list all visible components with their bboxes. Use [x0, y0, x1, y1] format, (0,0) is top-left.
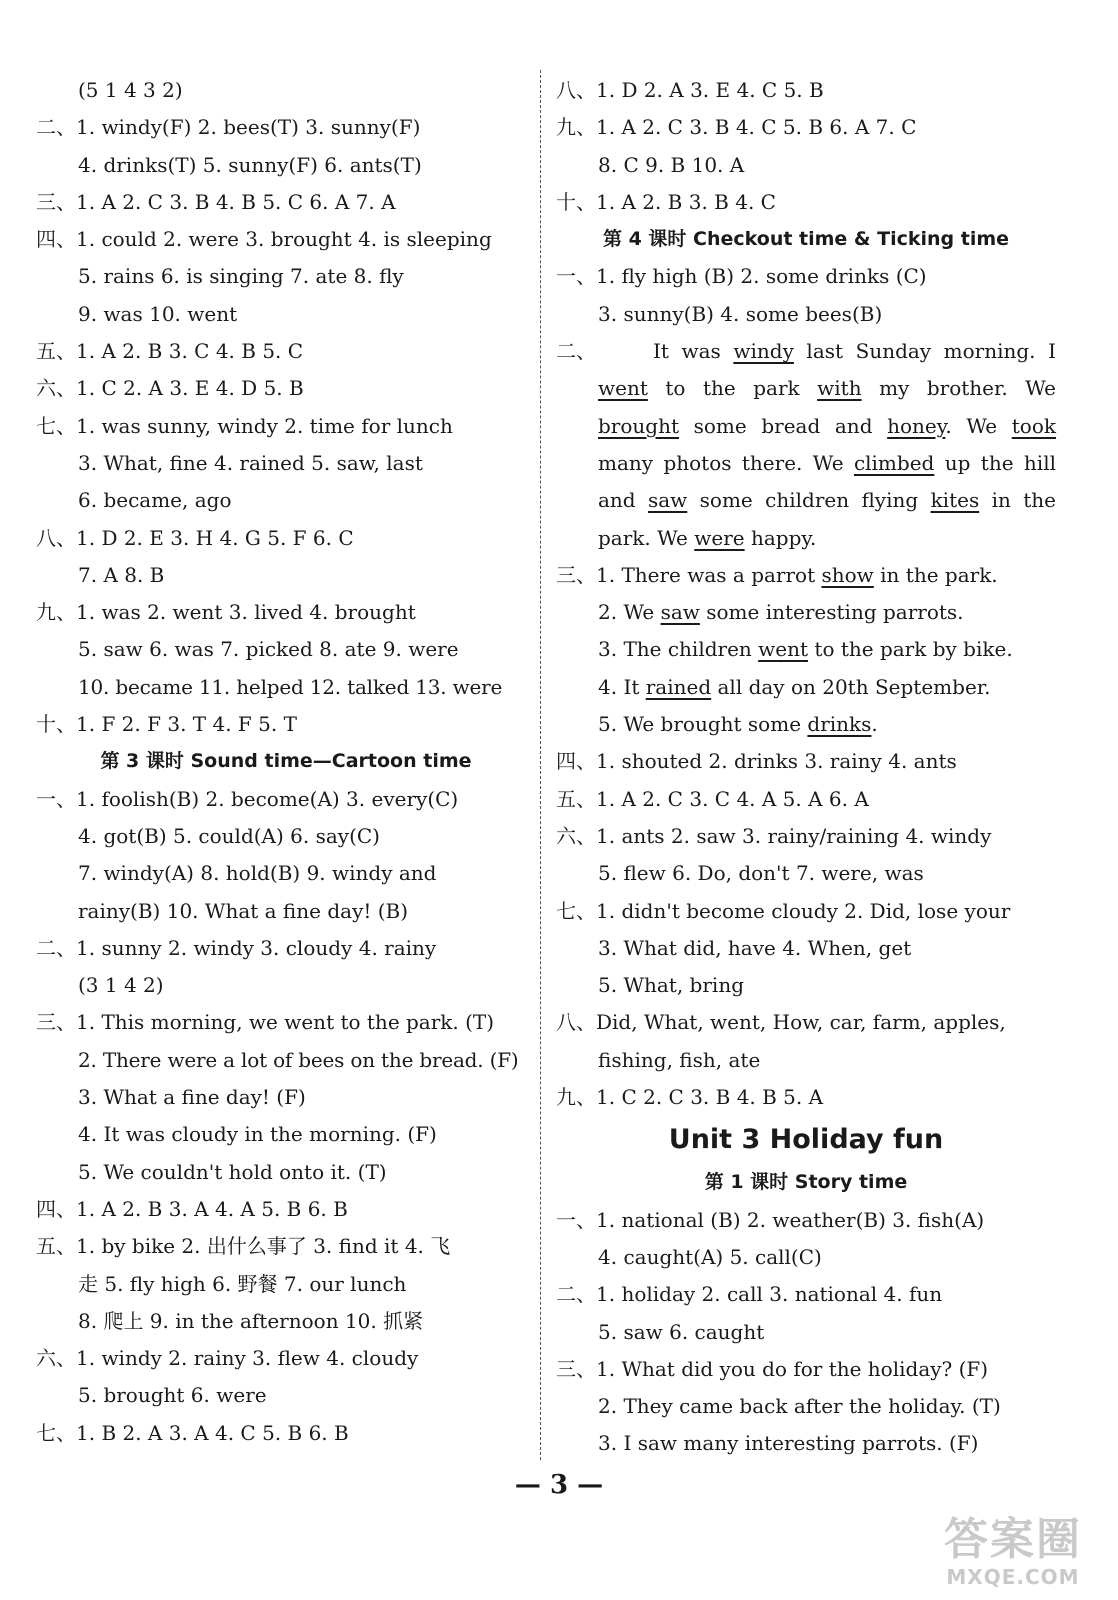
answer-line: [556, 669, 1056, 706]
answer-line: 二、1. sunny 2. windy 3. cloudy 4. rainy: [36, 935, 437, 960]
right-column: [556, 72, 1056, 1463]
underlined-word: windy: [733, 339, 794, 364]
page-number: — 3 —: [514, 1470, 604, 1500]
answer-line: 十、1. F 2. F 3. T 4. F 5. T: [36, 712, 297, 737]
answer-line: 5. What, bring: [598, 973, 744, 998]
text-run: 5. We brought some: [598, 712, 808, 737]
right-bottom-section: [556, 743, 1056, 1462]
answer-line: rainy(B) 10. What a fine day! (B): [78, 898, 409, 923]
answer-line: 五、1. A 2. B 3. C 4. B 5. C: [36, 339, 304, 364]
text-run: some interesting parrots.: [699, 600, 964, 625]
answer-line: 5. brought 6. were: [78, 1383, 267, 1408]
answer-line: 四、1. could 2. were 3. brought 4. is sleeping: [36, 227, 492, 252]
answer-line: 5. saw 6. was 7. picked 8. ate 9. were: [78, 637, 459, 662]
text-run: . We: [945, 413, 1012, 438]
text-run: It was: [653, 339, 734, 364]
underlined-word: took: [1011, 413, 1056, 438]
answer-line: 2. There were a lot of bees on the bread. (F): [78, 1047, 519, 1072]
answer-line: 5. saw 6. caught: [598, 1319, 765, 1344]
answer-line: 三、1. What did you do for the holiday? (F): [556, 1356, 989, 1381]
underlined-word: went: [758, 637, 809, 662]
lesson-heading: 第 4 课时 Checkout time & Ticking time: [602, 228, 1010, 251]
answer-line: 四、1. shouted 2. drinks 3. rainy 4. ants: [556, 749, 957, 774]
answer-line: (5 1 4 3 2): [78, 78, 183, 102]
answer-line: 四、1. A 2. B 3. A 4. A 5. B 6. B: [36, 1196, 348, 1221]
answer-line: [556, 631, 1056, 668]
text-run: last Sunday morning. I: [793, 339, 1057, 364]
answer-line: 六、1. ants 2. saw 3. rainy/raining 4. windy: [556, 823, 992, 848]
answer-line: 10. became 11. helped 12. talked 13. were: [78, 674, 503, 699]
answer-line: 八、Did, What, went, How, car, farm, apples,: [556, 1010, 1006, 1035]
answer-line: 2. They came back after the holiday. (T): [598, 1394, 1001, 1419]
watermark-logo: [918, 1515, 1108, 1595]
underlined-word: climbed: [853, 450, 935, 475]
answer-line: 3. What did, have 4. When, get: [598, 935, 912, 960]
answer-line: 七、1. B 2. A 3. A 4. C 5. B 6. B: [36, 1420, 349, 1445]
answer-line: 7. A 8. B: [78, 562, 165, 587]
answer-line: 七、1. didn't become cloudy 2. Did, lose your: [556, 898, 1011, 923]
answer-line: 一、1. fly high (B) 2. some drinks (C): [556, 264, 927, 289]
answer-line: 三、1. This morning, we went to the park. (T): [36, 1010, 495, 1035]
underlined-word: kites: [930, 488, 980, 513]
answer-line: 九、1. C 2. C 3. B 4. B 5. A: [556, 1085, 824, 1110]
passage-block: [556, 333, 1056, 557]
text-run: all day on 20th September.: [711, 674, 991, 699]
answer-line: 一、1. national (B) 2. weather(B) 3. fish(A): [556, 1207, 985, 1232]
underlined-word: brought: [598, 413, 680, 438]
underlined-word: show: [821, 562, 874, 587]
answer-line: 走 5. fly high 6. 野餐 7. our lunch: [78, 1271, 407, 1296]
answer-line: 二、1. windy(F) 2. bees(T) 3. sunny(F): [36, 115, 421, 140]
text-run: in the park. We: [598, 488, 1056, 550]
underlined-word: with: [817, 376, 862, 401]
answer-line: 五、1. A 2. C 3. C 4. A 5. A 6. A: [556, 786, 869, 811]
answer-line: 8. C 9. B 10. A: [598, 152, 745, 177]
answer-line: 六、1. C 2. A 3. E 4. D 5. B: [36, 376, 304, 401]
underlined-word: were: [694, 525, 745, 550]
answer-line: 5. We couldn't hold onto it. (T): [78, 1159, 387, 1184]
answer-line: 5. rains 6. is singing 7. ate 8. fly: [78, 264, 404, 289]
text-run: my brother. We: [861, 376, 1056, 401]
right-mid-section: [556, 557, 1056, 743]
answer-line: 五、1. by bike 2. 出什么事了 3. find it 4. 飞: [36, 1234, 451, 1259]
left-column: [36, 72, 536, 1452]
underlined-word: drinks: [807, 712, 872, 737]
text-run: some children flying: [687, 488, 931, 513]
watermark-site: MXQE.COM: [946, 1565, 1080, 1589]
answer-line: (3 1 4 2): [78, 973, 164, 998]
text-run: 三、1. There was a parrot: [556, 562, 822, 587]
text-run: many photos there. We: [598, 450, 854, 475]
answer-line: 5. flew 6. Do, don't 7. were, was: [598, 861, 924, 886]
underlined-word: went: [598, 376, 648, 401]
text-run: happy.: [744, 525, 817, 550]
answer-line: 4. caught(A) 5. call(C): [598, 1244, 822, 1269]
answer-line: 二、1. holiday 2. call 3. national 4. fun: [556, 1282, 943, 1307]
watermark-mark: 答案圈: [944, 1514, 1082, 1565]
underlined-word: honey: [887, 413, 946, 438]
answer-line: 8. 爬上 9. in the afternoon 10. 抓紧: [78, 1308, 424, 1333]
answer-line: 3. I saw many interesting parrots. (F): [598, 1431, 979, 1456]
text-run: up the hill and: [598, 450, 1056, 513]
text-run: 3. The children: [598, 637, 759, 662]
answer-line: 9. was 10. went: [78, 301, 238, 326]
right-top-section: [556, 72, 1056, 333]
answer-line: 七、1. was sunny, windy 2. time for lunch: [36, 413, 453, 438]
text-run: .: [871, 712, 878, 737]
answer-line: [556, 594, 1056, 631]
text-run: in the park.: [873, 562, 998, 587]
answer-line: 九、1. A 2. C 3. B 4. C 5. B 6. A 7. C: [556, 115, 917, 140]
answer-line: 3. What, fine 4. rained 5. saw, last: [78, 450, 423, 475]
answer-line: 6. became, ago: [78, 488, 232, 513]
text-run: 2. We: [598, 600, 661, 625]
underlined-word: saw: [660, 600, 700, 625]
answer-line: 九、1. was 2. went 3. lived 4. brought: [36, 600, 416, 625]
answer-line: 八、1. D 2. A 3. E 4. C 5. B: [556, 78, 824, 102]
passage-text: [556, 333, 1056, 557]
lesson-heading: 第 3 课时 Sound time—Cartoon time: [100, 750, 472, 773]
first-line-indent: [598, 339, 653, 363]
underlined-word: rained: [645, 674, 712, 699]
passage-marker: 二、: [556, 339, 596, 364]
answer-line: 3. What a fine day! (F): [78, 1085, 306, 1110]
answer-line: 7. windy(A) 8. hold(B) 9. windy and: [78, 861, 437, 886]
answer-line: fishing, fish, ate: [598, 1047, 761, 1072]
lesson-heading: 第 1 课时 Story time: [704, 1171, 908, 1194]
answer-line: [556, 557, 1056, 594]
unit-title: Unit 3 Holiday fun: [668, 1124, 944, 1156]
column-divider: [540, 70, 541, 1460]
answer-line: 八、1. D 2. E 3. H 4. G 5. F 6. C: [36, 525, 354, 550]
answer-line: 十、1. A 2. B 3. B 4. C: [556, 189, 776, 214]
answer-line: 4. got(B) 5. could(A) 6. say(C): [78, 823, 380, 848]
answer-line: 4. It was cloudy in the morning. (F): [78, 1122, 437, 1147]
text-run: 4. It: [598, 674, 646, 699]
text-run: to the park by bike.: [808, 637, 1013, 662]
answer-line: 一、1. foolish(B) 2. become(A) 3. every(C): [36, 786, 459, 811]
answer-line: 六、1. windy 2. rainy 3. flew 4. cloudy: [36, 1346, 419, 1371]
text-run: to the park: [647, 376, 818, 401]
text-run: some bread and: [679, 413, 888, 438]
answer-line: 3. sunny(B) 4. some bees(B): [598, 301, 883, 326]
underlined-word: saw: [647, 488, 688, 513]
answer-line: [556, 706, 1056, 743]
answer-line: 4. drinks(T) 5. sunny(F) 6. ants(T): [78, 152, 422, 177]
answer-line: 三、1. A 2. C 3. B 4. B 5. C 6. A 7. A: [36, 189, 396, 214]
